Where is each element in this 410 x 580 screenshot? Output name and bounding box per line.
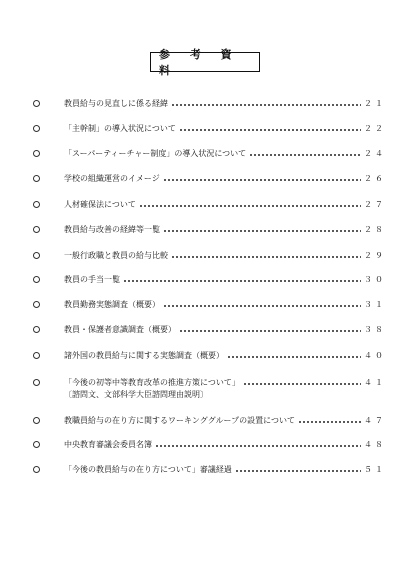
toc-item-page: ２４ <box>364 149 386 158</box>
toc-line <box>64 96 386 112</box>
toc-item <box>0 248 410 264</box>
toc-item-label: 「スーパーティーチャー制度」の導入状況について <box>64 149 247 158</box>
toc-item <box>0 462 410 478</box>
toc-item-label: 教員勤務実態調査（概要） <box>64 300 160 309</box>
dot-leader <box>171 256 361 258</box>
dot-leader <box>243 383 361 385</box>
toc-item-page: ３０ <box>364 275 386 284</box>
toc-line <box>64 121 386 137</box>
circle-bullet-icon <box>33 150 40 157</box>
dot-leader <box>235 470 361 472</box>
toc-item-label: 「今後の初等中等教育改革の推進方策について」 <box>64 378 240 387</box>
toc-item-label: 学校の組織運営のイメージ <box>64 174 160 183</box>
dot-leader <box>249 154 361 156</box>
circle-bullet-icon <box>33 252 40 259</box>
toc-item <box>0 171 410 187</box>
toc-line <box>64 222 386 238</box>
circle-bullet-icon <box>33 466 40 473</box>
toc-item-label: 教職員給与の在り方に関するワーキンググループの設置について <box>64 416 295 425</box>
toc-item-label: 一般行政職と教員の給与比較 <box>64 251 168 260</box>
toc-item-page: ２７ <box>364 200 386 209</box>
toc-item <box>0 222 410 238</box>
dot-leader <box>139 205 361 207</box>
toc-item-page: ２８ <box>364 225 386 234</box>
toc-line <box>64 171 386 187</box>
circle-bullet-icon <box>33 226 40 233</box>
toc-item <box>0 375 410 399</box>
toc-item-page: ２６ <box>364 174 386 183</box>
toc-line <box>64 248 386 264</box>
toc-item-label: 教員給与の見直しに係る経緯 <box>64 99 168 108</box>
toc-line <box>64 146 386 162</box>
dot-leader <box>163 179 361 181</box>
toc-line <box>64 297 386 313</box>
circle-bullet-icon <box>33 175 40 182</box>
toc-item-label: 教員給与改善の経緯等一覧 <box>64 225 160 234</box>
toc-item-page: ４８ <box>364 440 386 449</box>
dot-leader <box>298 421 361 423</box>
toc-item-page: ２２ <box>364 124 386 133</box>
toc-item-label: 諸外国の教員給与に関する実態調査（概要） <box>64 351 224 360</box>
dot-leader <box>227 356 361 358</box>
toc-item-page: ４１ <box>364 378 386 387</box>
toc-item-label: 人材確保法について <box>64 200 136 209</box>
toc-line <box>64 437 386 453</box>
toc-item <box>0 348 410 364</box>
circle-bullet-icon <box>33 125 40 132</box>
toc-item <box>0 322 410 338</box>
toc-item <box>0 96 410 112</box>
dot-leader <box>155 445 361 447</box>
toc-item-page: ２１ <box>364 99 386 108</box>
toc-item <box>0 297 410 313</box>
toc-item-label: 「今後の教員給与の在り方について」審議経過 <box>64 465 232 474</box>
circle-bullet-icon <box>33 201 40 208</box>
dot-leader <box>123 280 361 282</box>
dot-leader <box>179 330 361 332</box>
circle-bullet-icon <box>33 276 40 283</box>
circle-bullet-icon <box>33 417 40 424</box>
toc-item-page: ５１ <box>364 465 386 474</box>
dot-leader <box>163 230 361 232</box>
toc-item-page: ３１ <box>364 300 386 309</box>
toc-item <box>0 146 410 162</box>
dot-leader <box>179 129 361 131</box>
circle-bullet-icon <box>33 326 40 333</box>
toc-item-page: ３８ <box>364 325 386 334</box>
toc-item-page: ４０ <box>364 351 386 360</box>
toc-item-sublabel: 〔諮問文、文部科学大臣諮問理由説明〕 <box>64 390 208 399</box>
toc-item <box>0 272 410 288</box>
toc-item <box>0 121 410 137</box>
toc-item <box>0 197 410 213</box>
circle-bullet-icon <box>33 441 40 448</box>
toc-item-label: 「主幹制」の導入状況について <box>64 124 176 133</box>
page-title: 参 考 資 料 <box>150 52 260 72</box>
toc-line <box>64 413 386 429</box>
circle-bullet-icon <box>33 301 40 308</box>
toc-line <box>64 272 386 288</box>
toc-item-label: 教員の手当一覧 <box>64 275 120 284</box>
toc-item-page: ２９ <box>364 251 386 260</box>
toc-item-page: ４７ <box>364 416 386 425</box>
circle-bullet-icon <box>33 100 40 107</box>
toc-item-label: 中央教育審議会委員名簿 <box>64 440 152 449</box>
circle-bullet-icon <box>33 379 40 386</box>
circle-bullet-icon <box>33 352 40 359</box>
toc-item <box>0 413 410 429</box>
dot-leader <box>163 305 361 307</box>
toc-item <box>0 437 410 453</box>
toc-line <box>64 197 386 213</box>
toc-line <box>64 348 386 364</box>
toc-line <box>64 462 386 478</box>
toc-line <box>64 322 386 338</box>
toc-item-label: 教員・保護者意識調査（概要） <box>64 325 176 334</box>
dot-leader <box>171 104 361 106</box>
